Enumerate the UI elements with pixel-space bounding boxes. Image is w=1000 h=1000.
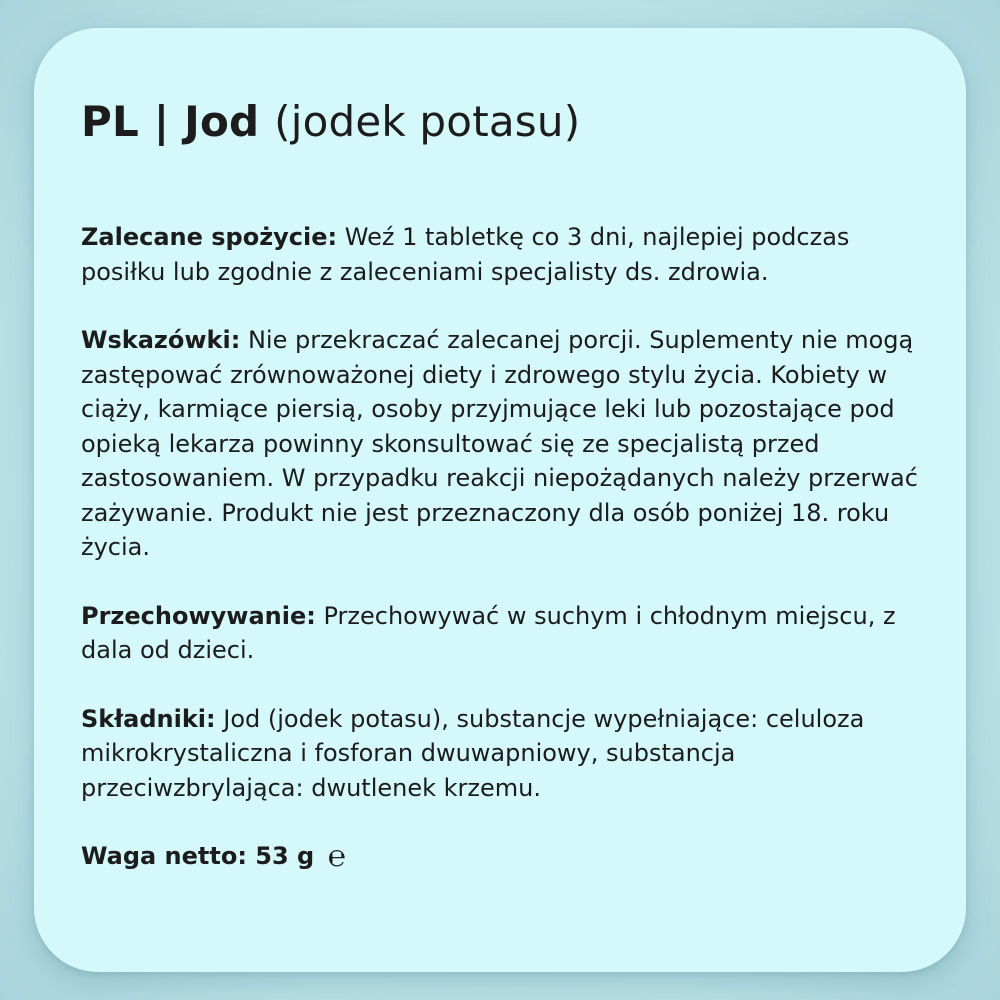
estimated-sign-icon: ℮ — [327, 839, 346, 874]
page-title — [81, 96, 922, 148]
section-label: Składniki: — [81, 704, 216, 733]
section-text: Jod (jodek potasu), substancje wypełniające: celuloza mikrokrystaliczna i fosforan dwuwapniowy, substancja przeciwzbrylająca: dwutlenek krzemu. — [81, 704, 865, 802]
section-recommended-intake — [81, 220, 922, 289]
section-storage — [81, 599, 922, 668]
section-ingredients — [81, 702, 922, 806]
title-subtitle: (jodek potasu) — [274, 97, 581, 146]
label-card — [34, 28, 966, 972]
section-label: Wskazówki: — [81, 326, 241, 354]
section-text: Przechowywać w suchym i chłodnym miejscu, z dala od dzieci. — [81, 601, 896, 664]
net-weight — [81, 839, 922, 874]
section-label: Przechowywanie: — [81, 601, 316, 630]
section-text: Nie przekraczać zalecanej porcji. Suplementy nie mogą zastępować zrównoważonej diety i zdrowego stylu życia. Kobiety w ciąży, karmiące piersią, osoby przyjmujące leki lub pozostające pod opieką lekarza powinny skonsultować się ze specjalistą przed zastosowaniem. W przypadku reakcji niepożądanych należy przerwać zażywanie. Produkt nie jest przeznaczony dla osób poniżej 18. roku życia. — [81, 326, 918, 561]
section-instructions — [81, 323, 922, 565]
section-label: Zalecane spożycie: — [81, 223, 338, 251]
title-bold: PL | Jod — [81, 97, 260, 146]
info-sections — [81, 220, 922, 874]
section-text: Weź 1 tabletkę co 3 dni, najlepiej podczas posiłku lub zgodnie z zaleceniami specjalisty ds. zdrowia. — [81, 223, 850, 286]
net-weight-label: Waga netto: 53 g — [81, 842, 315, 870]
